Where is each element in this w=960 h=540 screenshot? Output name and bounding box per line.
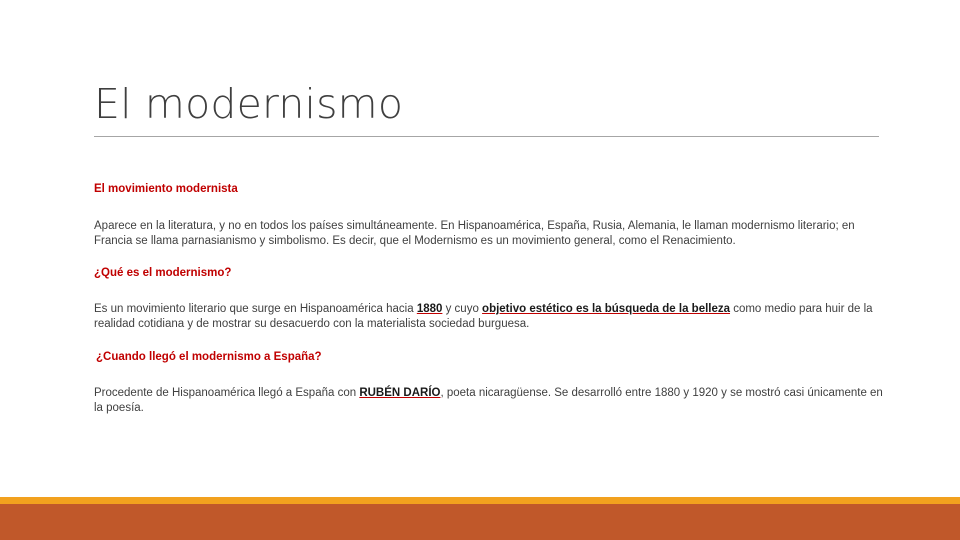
objective-highlight: objetivo estético es la búsqueda de la belleza — [482, 303, 731, 315]
text-fragment: , poeta nicaragüense. Se desarrolló entre 1880 y 1920 y se mostró casi únicamente en la poesía. — [94, 387, 883, 414]
year-highlight: 1880 — [416, 303, 443, 315]
section-text-movimiento: Aparece en la literatura, y no en todos los países simultáneamente. En Hispanoamérica, España, Rusia, Alemania, le llaman modernismo literario; en Francia se llama parnasianismo y simbolismo. Es decir, que el Modernismo es un movimiento general, como el Renacimiento. — [94, 220, 855, 247]
text-fragment: como medio para huir de la realidad cotidiana y de mostrar su desacuerdo con la materialista sociedad burguesa. — [94, 303, 873, 330]
section-heading-que-es: ¿Qué es el modernismo? — [94, 267, 232, 279]
slide-title: El modernismo — [94, 80, 404, 128]
text-fragment: Es un movimiento literario que surge en Hispanoamérica hacia — [94, 303, 417, 315]
section-text-que-es — [94, 302, 894, 331]
section-heading-movimiento: El movimiento modernista — [94, 183, 238, 195]
title-divider — [94, 136, 879, 137]
footer-accent-bar — [0, 497, 960, 504]
text-fragment: Procedente de Hispanoamérica llegó a España con — [94, 387, 360, 399]
section-heading-cuando: ¿Cuando llegó el modernismo a España? — [96, 351, 322, 363]
section-text-cuando — [94, 386, 894, 415]
author-highlight: RUBÉN DARÍO — [359, 387, 441, 399]
footer-bar — [0, 504, 960, 540]
text-fragment: y cuyo — [442, 303, 483, 315]
